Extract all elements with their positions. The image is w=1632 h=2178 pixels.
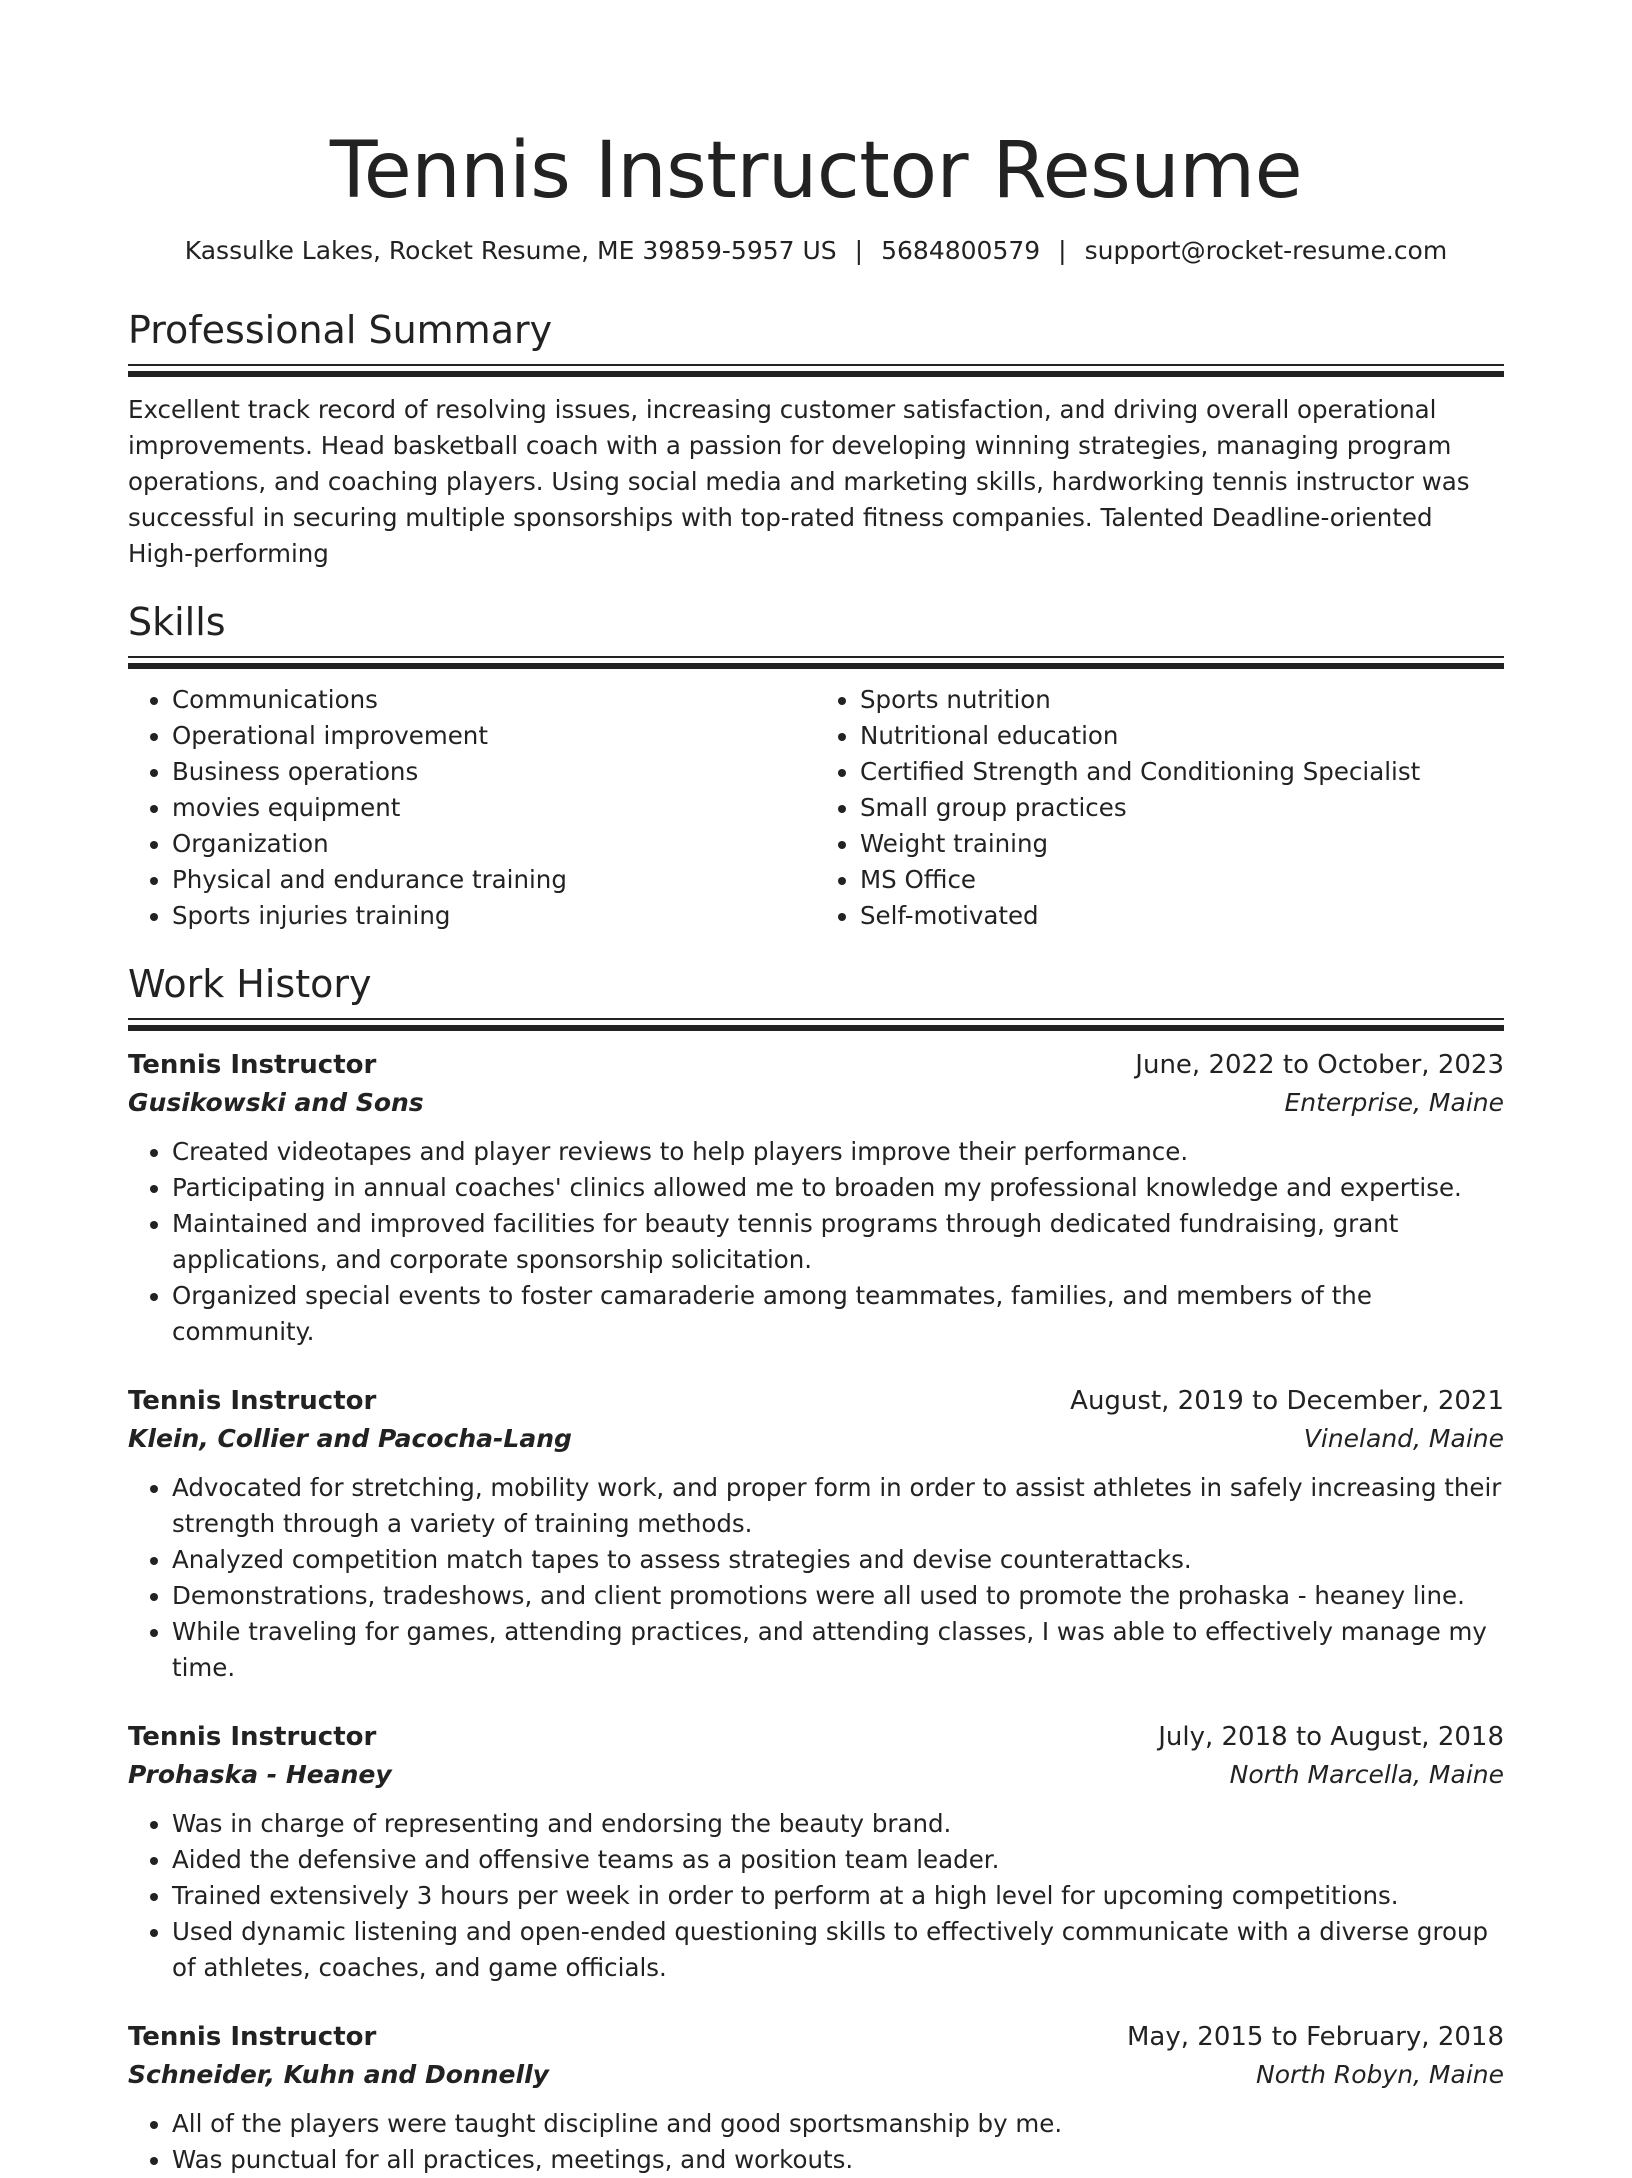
job-company: Schneider, Kuhn and Donnelly [128, 2060, 549, 2089]
skill-item: • Self-motivated [860, 898, 1504, 934]
job-dates: May, 2015 to February, 2018 [1127, 2022, 1504, 2052]
job-bullet: • Was punctual for all practices, meetings, and workouts. [172, 2142, 1504, 2178]
job-dates: July, 2018 to August, 2018 [1158, 1722, 1504, 1752]
contact-line [128, 234, 1504, 268]
job-bullet: • Aided the defensive and offensive teams as a position team leader. [172, 1842, 1504, 1878]
job-bullet: • Used dynamic listening and open-ended questioning skills to effectively communicate with a diverse group of athletes, coaches, and game officials. [172, 1914, 1504, 1986]
skill-item: • movies equipment [172, 790, 816, 826]
job-bullets [128, 2106, 1504, 2178]
job-company: Gusikowski and Sons [128, 1088, 424, 1117]
skill-item: • Business operations [172, 754, 816, 790]
job-location: North Robyn, Maine [1256, 2060, 1504, 2089]
skills-section [128, 598, 1504, 934]
job-bullets [128, 1470, 1504, 1686]
job-dates: June, 2022 to October, 2023 [1135, 1050, 1504, 1080]
job-title: Tennis Instructor [128, 1050, 377, 1080]
job-bullet: • Organized special events to foster camaraderie among teammates, families, and members of the community. [172, 1278, 1504, 1350]
resume-title: Tennis Instructor Resume [329, 126, 1303, 216]
job-bullet: • Advocated for stretching, mobility work, and proper form in order to assist athletes in safely increasing their strength through a variety of training methods. [172, 1470, 1504, 1542]
section-divider [128, 656, 1504, 668]
job-bullet: • While traveling for games, attending practices, and attending classes, I was able to effectively manage my time. [172, 1614, 1504, 1686]
job-bullet: • Was in charge of representing and endorsing the beauty brand. [172, 1806, 1504, 1842]
skill-item: • Communications [172, 682, 816, 718]
job-location: Enterprise, Maine [1284, 1088, 1504, 1117]
job-title: Tennis Instructor [128, 1386, 377, 1416]
job-bullet: • Demonstrations, tradeshows, and client promotions were all used to promote the prohaska - heaney line. [172, 1578, 1504, 1614]
skills-heading: Skills [128, 600, 226, 644]
job-dates: August, 2019 to December, 2021 [1070, 1386, 1504, 1416]
skill-item: • Nutritional education [860, 718, 1504, 754]
job-location: Vineland, Maine [1303, 1424, 1504, 1453]
contact-phone: 5684800579 [881, 236, 1041, 265]
skill-item: • Organization [172, 826, 816, 862]
summary-text: Excellent track record of resolving issues, increasing customer satisfaction, and driving overall operational improvements. Head basketball coach with a passion for developing winning strategies, managing program operations, and coaching players. Using social media and marketing skills, hardworking tennis instructor was successful in securing multiple sponsorships with top-rated fitness companies. Talented Deadline-oriented High-performing [128, 395, 1470, 568]
job-entry [128, 1046, 1504, 1350]
job-bullets [128, 1806, 1504, 1986]
work-history-section [128, 960, 1504, 2178]
job-bullet: • Analyzed competition match tapes to assess strategies and devise counterattacks. [172, 1542, 1504, 1578]
summary-heading: Professional Summary [128, 308, 553, 352]
skill-item: • Small group practices [860, 790, 1504, 826]
job-bullet: • Maintained and improved facilities for beauty tennis programs through dedicated fundraising, grant applications, and corporate sponsorship solicitation. [172, 1206, 1504, 1278]
skill-item: • MS Office [860, 862, 1504, 898]
skill-item: • Operational improvement [172, 718, 816, 754]
job-title: Tennis Instructor [128, 2022, 377, 2052]
skills-list-right [816, 682, 1504, 934]
contact-address: Kassulke Lakes, Rocket Resume, ME 39859-5957 US [184, 236, 837, 265]
skill-item: • Sports nutrition [860, 682, 1504, 718]
contact-separator: | [1058, 236, 1067, 265]
contact-email[interactable]: support@rocket-resume.com [1084, 236, 1448, 265]
job-location: North Marcella, Maine [1229, 1760, 1504, 1789]
skill-item: • Physical and endurance training [172, 862, 816, 898]
summary-section [128, 306, 1504, 572]
job-company: Prohaska - Heaney [128, 1760, 392, 1789]
job-company: Klein, Collier and Pacocha-Lang [128, 1424, 572, 1453]
job-entry [128, 2018, 1504, 2178]
skill-item: • Weight training [860, 826, 1504, 862]
job-bullet: • Created videotapes and player reviews to help players improve their performance. [172, 1134, 1504, 1170]
section-divider [128, 364, 1504, 376]
section-divider [128, 1018, 1504, 1030]
job-bullet: • All of the players were taught discipline and good sportsmanship by me. [172, 2106, 1504, 2142]
skill-item: • Certified Strength and Conditioning Specialist [860, 754, 1504, 790]
job-title: Tennis Instructor [128, 1722, 377, 1752]
contact-separator: | [854, 236, 864, 265]
skills-list-left [128, 682, 816, 934]
job-entry [128, 1382, 1504, 1686]
job-bullet: • Trained extensively 3 hours per week in order to perform at a high level for upcoming competitions. [172, 1878, 1504, 1914]
skill-item: • Sports injuries training [172, 898, 816, 934]
job-bullet: • Participating in annual coaches' clinics allowed me to broaden my professional knowledge and expertise. [172, 1170, 1504, 1206]
job-entry [128, 1718, 1504, 1986]
work-history-heading: Work History [128, 962, 372, 1006]
job-bullets [128, 1134, 1504, 1350]
skills-columns [128, 682, 1504, 934]
